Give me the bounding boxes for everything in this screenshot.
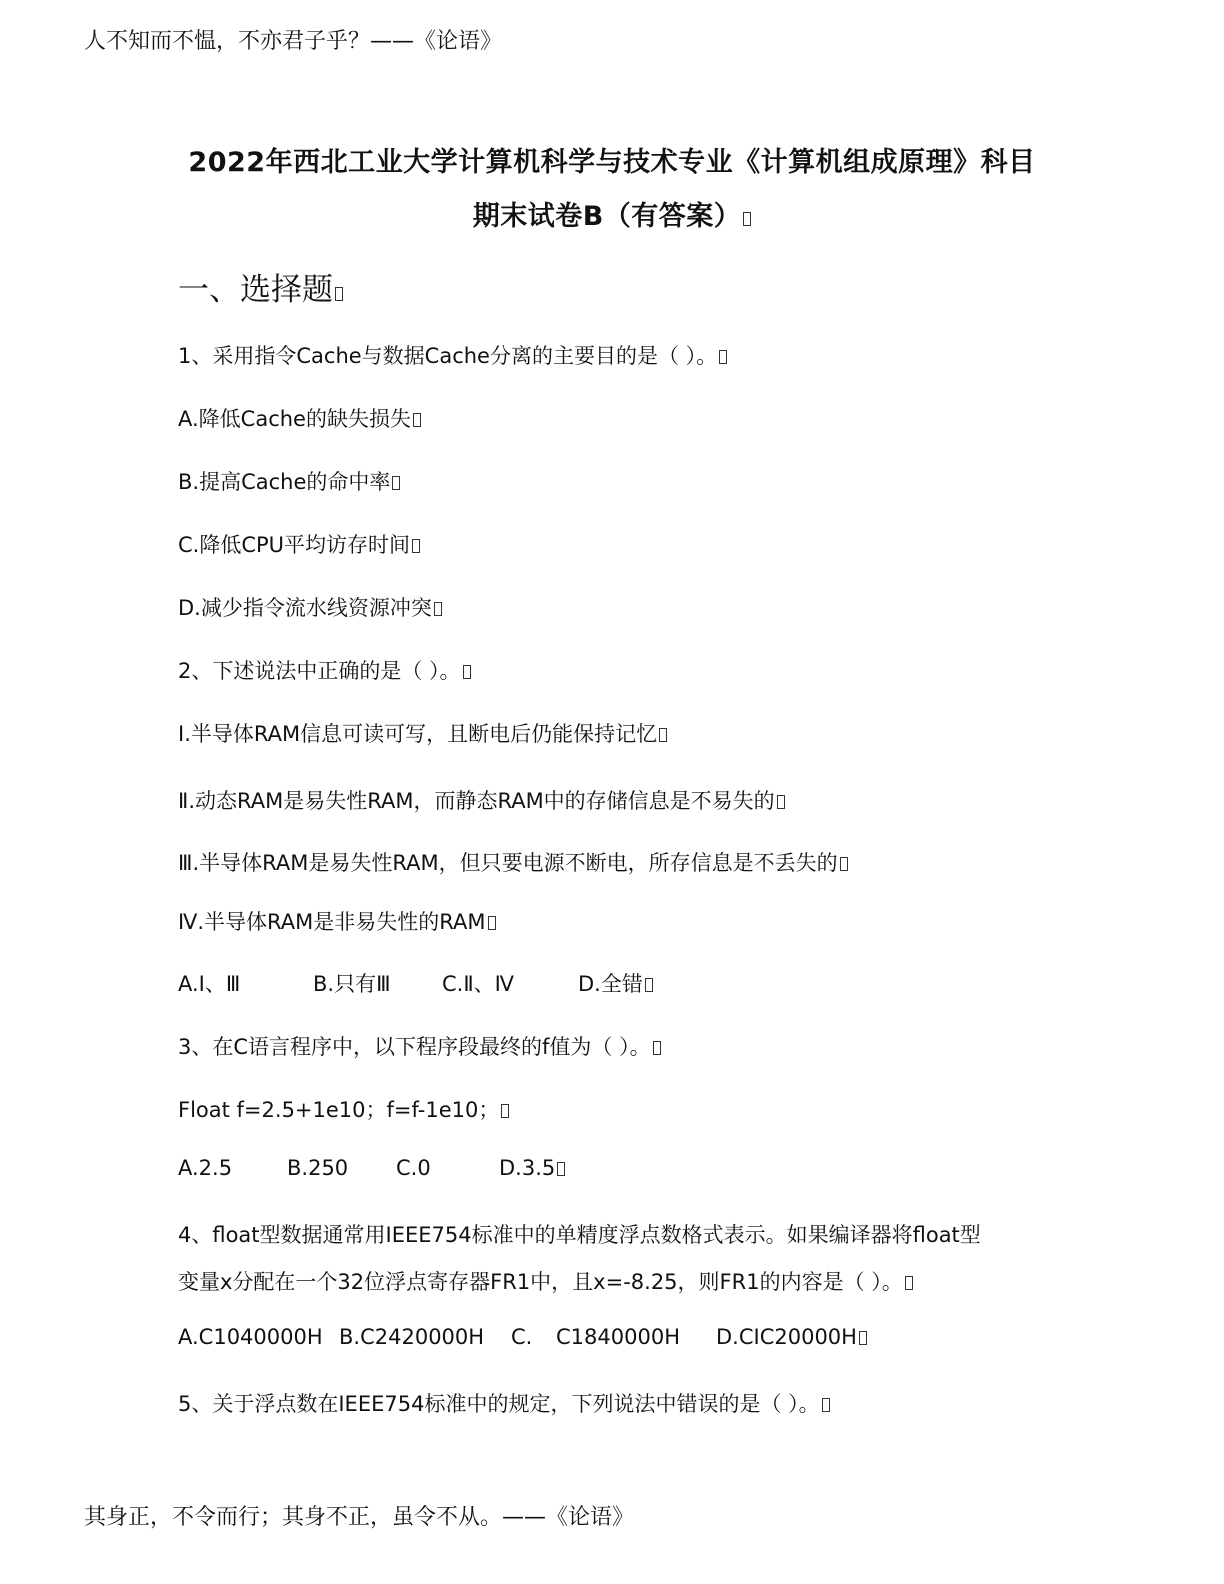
section-heading-text: 一、选择题 bbox=[178, 272, 333, 308]
question-2-stem bbox=[178, 655, 471, 685]
option-text: D.CIC20000H bbox=[716, 1325, 857, 1349]
format-mark-icon bbox=[777, 795, 785, 809]
option-text: C.降低CPU平均访存时间 bbox=[178, 533, 411, 557]
option-text: D.3.5 bbox=[499, 1156, 556, 1180]
question-4-stem-line-1: 4、float型数据通常用IEEE754标准中的单精度浮点数格式表示。如果编译器将float型 bbox=[178, 1223, 981, 1247]
question-1-stem bbox=[178, 340, 727, 370]
section-heading bbox=[178, 264, 343, 309]
format-mark-icon bbox=[463, 665, 471, 679]
option-d bbox=[578, 968, 653, 998]
option-c-value: C1840000H bbox=[556, 1325, 680, 1349]
statement-text: Ⅳ.半导体RAM是非易失性的RAM bbox=[178, 910, 486, 934]
question-text: 变量x分配在一个32位浮点寄存器FR1中，且x=-8.25，则FR1的内容是（ ）。 bbox=[178, 1270, 903, 1294]
option-a: A.C1040000H bbox=[178, 1325, 323, 1349]
question-2-statement-2 bbox=[178, 785, 785, 815]
option-d bbox=[499, 1156, 565, 1180]
question-1-option-c bbox=[178, 529, 420, 559]
format-mark-icon bbox=[501, 1104, 509, 1118]
header-quote: 人不知而不愠，不亦君子乎？——《论语》 bbox=[84, 29, 503, 54]
question-3-code bbox=[178, 1094, 509, 1124]
format-mark-icon bbox=[645, 978, 653, 992]
footer-quote: 其身正，不令而行；其身不正，虽令不从。——《论语》 bbox=[84, 1505, 635, 1530]
format-mark-icon bbox=[335, 287, 343, 301]
question-2-statement-1 bbox=[178, 718, 667, 748]
format-mark-icon bbox=[822, 1398, 830, 1412]
format-mark-icon bbox=[859, 1331, 867, 1345]
question-1-option-d bbox=[178, 592, 442, 622]
option-c: C.Ⅱ、Ⅳ bbox=[442, 972, 515, 996]
question-text: 2、下述说法中正确的是（ ）。 bbox=[178, 659, 461, 683]
code-text: Float f=2.5+1e10；f=f-1e10； bbox=[178, 1098, 500, 1122]
format-mark-icon bbox=[840, 857, 848, 871]
option-text: D.减少指令流水线资源冲突 bbox=[178, 596, 432, 620]
option-text: A.降低Cache的缺失损失 bbox=[178, 407, 411, 431]
option-d bbox=[716, 1325, 867, 1349]
format-mark-icon bbox=[659, 728, 667, 742]
format-mark-icon bbox=[557, 1162, 565, 1176]
question-2-options bbox=[0, 968, 1224, 998]
statement-text: Ⅲ.半导体RAM是易失性RAM，但只要电源不断电，所存信息是不丢失的 bbox=[178, 851, 838, 875]
format-mark-icon bbox=[413, 413, 421, 427]
option-a: A.2.5 bbox=[178, 1156, 233, 1180]
option-b: B.只有Ⅲ bbox=[313, 972, 391, 996]
question-5-stem bbox=[178, 1388, 830, 1418]
format-mark-icon bbox=[488, 916, 496, 930]
format-mark-icon bbox=[653, 1041, 661, 1055]
format-mark-icon bbox=[905, 1276, 913, 1290]
question-1-option-b bbox=[178, 466, 400, 496]
question-3-stem bbox=[178, 1031, 661, 1061]
question-text: 3、在C语言程序中，以下程序段最终的f值为（ ）。 bbox=[178, 1035, 651, 1059]
option-text: B.提高Cache的命中率 bbox=[178, 470, 391, 494]
option-b: B.C2420000H bbox=[339, 1325, 485, 1349]
format-mark-icon bbox=[412, 539, 420, 553]
question-2-statement-4 bbox=[178, 906, 496, 936]
option-c: C. bbox=[511, 1325, 533, 1349]
question-2-statement-3 bbox=[178, 847, 848, 877]
question-3-options bbox=[0, 1156, 1224, 1186]
statement-text: I.半导体RAM信息可读可写，且断电后仍能保持记忆 bbox=[178, 722, 658, 746]
document-title-line-1: 2022年西北工业大学计算机科学与技术专业《计算机组成原理》科目 bbox=[188, 147, 1036, 178]
question-4-options bbox=[0, 1325, 1224, 1355]
title-line-2-text: 期末试卷B（有答案） bbox=[472, 201, 742, 232]
format-mark-icon bbox=[743, 212, 751, 226]
statement-text: Ⅱ.动态RAM是易失性RAM，而静态RAM中的存储信息是不易失的 bbox=[178, 789, 775, 813]
question-text: 5、关于浮点数在IEEE754标准中的规定，下列说法中错误的是（ ）。 bbox=[178, 1392, 820, 1416]
option-text: D.全错 bbox=[578, 972, 643, 996]
document-title-line-2 bbox=[0, 194, 1224, 233]
question-4-stem-line-2 bbox=[178, 1266, 913, 1296]
question-1-option-a bbox=[178, 403, 421, 433]
option-a: A.I、Ⅲ bbox=[178, 972, 241, 996]
option-b: B.250 bbox=[287, 1156, 349, 1180]
option-c: C.0 bbox=[396, 1156, 431, 1180]
question-text: 1、采用指令Cache与数据Cache分离的主要目的是（ ）。 bbox=[178, 344, 718, 368]
format-mark-icon bbox=[392, 476, 400, 490]
format-mark-icon bbox=[719, 350, 727, 364]
format-mark-icon bbox=[434, 602, 442, 616]
